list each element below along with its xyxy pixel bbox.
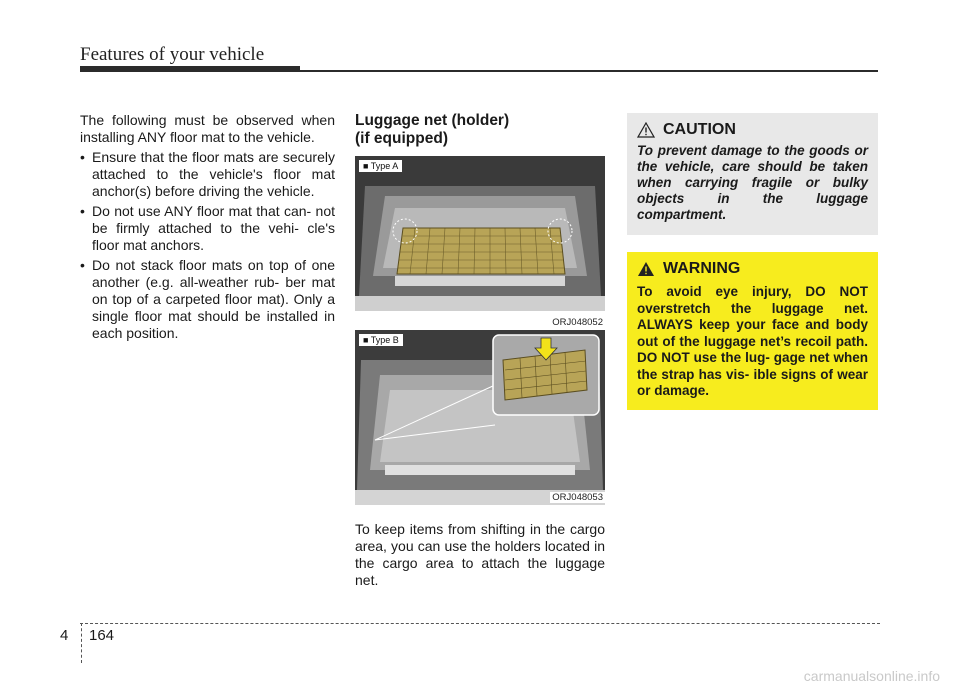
bullet-item: • Ensure that the floor mats are securely attached to the vehicle's floor mat anchor(s) before driving the vehicle. [80, 149, 335, 200]
header-rule [300, 70, 878, 72]
chapter-number: 4 [60, 627, 69, 644]
luggage-net-description: To keep items from shifting in the cargo area, you can use the holders located in the cargo area to attach the luggage net. [355, 521, 605, 588]
header-title: Features of your vehicle [80, 44, 265, 65]
figure-type-b-label: ■ Type B [359, 334, 403, 346]
left-column [80, 112, 335, 345]
bullet-item: • Do not use ANY floor mat that can- not be firmly attached to the vehi- cle's floor mat anchors. [80, 203, 335, 254]
bullet-item: • Do not stack floor mats on top of one another (e.g. all-weather rub- ber mat on top of a carpeted floor mat). Only a single floor mat should be installed in each position. [80, 257, 335, 342]
figure-code-a: ORJ048052 [552, 317, 603, 328]
caution-title-text: CAUTION [663, 121, 736, 138]
section-title-line2: (if equipped) [355, 130, 448, 147]
page-separator [81, 623, 82, 663]
warning-box [627, 252, 878, 410]
caution-text: To prevent damage to the goods or the vehicle, care should be taken when carrying fragile or bulky objects in the luggage compartment. [637, 143, 868, 222]
intro-paragraph: The following must be observed when installing ANY floor mat to the vehicle. [80, 112, 335, 145]
caution-box [627, 113, 878, 235]
section-title-line1: Luggage net (holder) [355, 112, 510, 129]
warning-triangle-icon [637, 261, 655, 277]
figure-type-b [355, 330, 605, 505]
warning-title-text: WARNING [663, 260, 741, 277]
bullet-list [80, 149, 335, 342]
figure-type-a-label: ■ Type A [359, 160, 402, 172]
middle-column [355, 112, 605, 588]
caution-triangle-icon [637, 122, 655, 138]
trunk-net-illustration-b [355, 330, 605, 505]
figure-type-a [355, 156, 605, 311]
caution-title [637, 121, 868, 139]
watermark: carmanualsonline.info [803, 668, 940, 684]
trunk-net-illustration-a [355, 156, 605, 311]
warning-title [637, 260, 868, 278]
figure-code-b: ORJ048053 [552, 492, 603, 503]
section-title [355, 112, 605, 148]
header-bar [80, 66, 300, 72]
page-number: 164 [89, 627, 115, 644]
footer-rule [80, 623, 880, 624]
warning-text: To avoid eye injury, DO NOT overstretch the luggage net. ALWAYS keep your face and body out of the luggage net’s recoil path. DO NOT use the lug- gage net when the strap has vis- ible signs of wear or damage. [637, 284, 868, 398]
